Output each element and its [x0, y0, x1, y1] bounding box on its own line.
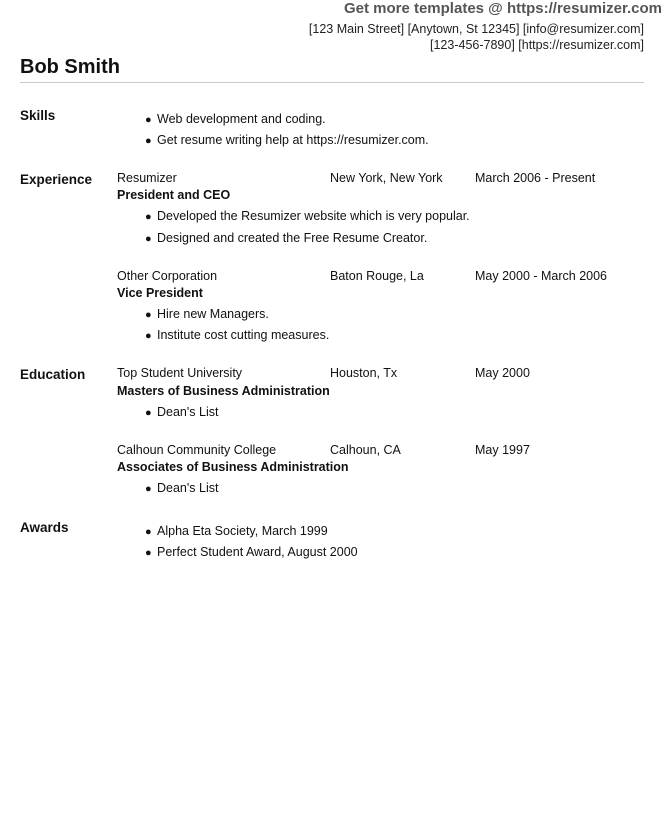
header-divider: [20, 82, 644, 83]
education-bullet: ● Dean's List: [145, 481, 219, 495]
education-school: Top Student University: [117, 366, 243, 380]
education-school: Calhoun Community College: [117, 443, 277, 457]
education-location: Calhoun, CA: [330, 443, 401, 457]
section-title-awards: Awards: [20, 520, 69, 535]
contact-phone-line: [123-456-7890] [https://resumizer.com]: [430, 38, 644, 52]
bullet-dot-icon: ●: [145, 547, 152, 559]
bullet-dot-icon: ●: [145, 330, 152, 342]
education-degree: Masters of Business Administration: [117, 384, 330, 398]
experience-location: Baton Rouge, La: [330, 269, 424, 283]
experience-bullet: ● Designed and created the Free Resume Creator.: [145, 231, 428, 245]
bullet-dot-icon: ●: [145, 211, 152, 223]
skills-bullet: ● Web development and coding.: [145, 112, 326, 126]
bullet-dot-icon: ●: [145, 309, 152, 321]
experience-org: Other Corporation: [117, 269, 218, 283]
section-title-skills: Skills: [20, 108, 56, 123]
section-title-experience: Experience: [20, 172, 93, 187]
education-bullet: ● Dean's List: [145, 405, 219, 419]
education-dates: May 2000: [475, 366, 530, 380]
bullet-dot-icon: ●: [145, 233, 152, 245]
bullet-dot-icon: ●: [145, 526, 152, 538]
section-title-education: Education: [20, 367, 86, 382]
experience-bullet: ● Institute cost cutting measures.: [145, 328, 330, 342]
bullet-dot-icon: ●: [145, 114, 152, 126]
awards-bullet: ● Alpha Eta Society, March 1999: [145, 524, 328, 538]
resume-name: Bob Smith: [20, 56, 120, 78]
experience-org: Resumizer: [117, 171, 177, 185]
bullet-dot-icon: ●: [145, 483, 152, 495]
education-location: Houston, Tx: [330, 366, 398, 380]
bullet-dot-icon: ●: [145, 135, 152, 147]
experience-bullet: ● Developed the Resumizer website which is very popular.: [145, 209, 470, 223]
awards-bullet: ● Perfect Student Award, August 2000: [145, 545, 358, 559]
experience-dates: March 2006 - Present: [475, 171, 596, 185]
education-degree: Associates of Business Administration: [117, 460, 349, 474]
contact-address-line: [123 Main Street] [Anytown, St 12345] [info@resumizer.com]: [308, 22, 644, 36]
bullet-dot-icon: ●: [145, 407, 152, 419]
experience-dates: May 2000 - March 2006: [475, 269, 608, 283]
templates-banner: Get more templates @ https://resumizer.com: [343, 0, 662, 17]
skills-bullet: ● Get resume writing help at https://resumizer.com.: [145, 133, 429, 147]
experience-location: New York, New York: [330, 171, 443, 185]
experience-role: Vice President: [117, 286, 203, 300]
experience-bullet: ● Hire new Managers.: [145, 307, 269, 321]
education-dates: May 1997: [475, 443, 530, 457]
experience-role: President and CEO: [117, 188, 231, 202]
